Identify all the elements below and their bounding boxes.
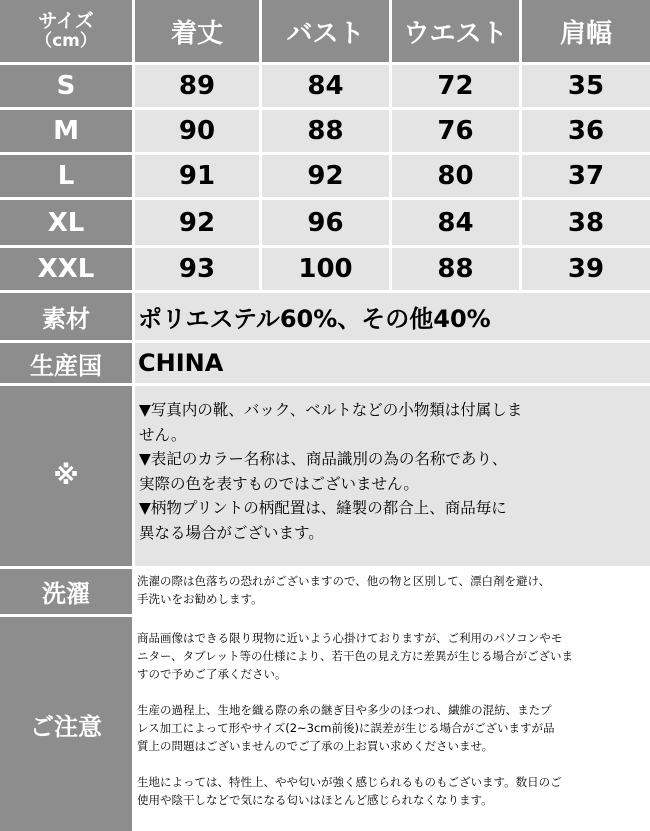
washing-line: 手洗いをお勧めします。: [137, 592, 263, 606]
waist-value: 76: [392, 110, 519, 152]
caution-line: レス加工によって形やサイズ(2~3cm前後)に誤差が生じる場合がございますが品: [137, 721, 555, 735]
caution-label: ご注意: [0, 617, 132, 831]
bust-value: 88: [262, 110, 389, 152]
size-row-label: S: [0, 65, 132, 107]
length-value: 91: [135, 155, 259, 197]
caution-text: [135, 617, 650, 831]
notice-line: 異なる場合がございます。: [139, 523, 324, 542]
size-label: サイズ: [38, 10, 94, 32]
length-value: 89: [135, 65, 259, 107]
caution-line: 質上の問題はございませんのでご了承の上お買い求めくださいませ。: [137, 739, 494, 753]
waist-value: 88: [392, 248, 519, 290]
origin-value: CHINA: [135, 343, 650, 383]
length-value: 93: [135, 248, 259, 290]
washing-line: 洗濯の際は色落ちの恐れがございますので、他の物と区別して、漂白剤を避け、: [137, 574, 551, 588]
size-header-cell: [0, 0, 132, 62]
shoulder-value: 38: [522, 200, 650, 245]
notice-line: ▼柄物プリントの柄配置は、縫製の都合上、商品毎に: [139, 499, 507, 517]
waist-value: 72: [392, 65, 519, 107]
caution-line: 生地によっては、特性上、やや匂いが強く感じられるものもございます。数日のご: [137, 775, 562, 789]
size-row-label: XL: [0, 200, 132, 245]
material-value: ポリエステル60%、その他40%: [135, 293, 650, 340]
caution-line: 使用や陰干しなどで気になる匂いはほとんど感じられなくなります。: [137, 793, 493, 807]
size-row-label: L: [0, 155, 132, 197]
shoulder-value: 36: [522, 110, 650, 152]
waist-value: 80: [392, 155, 519, 197]
shoulder-value: 37: [522, 155, 650, 197]
washing-label: 洗濯: [0, 569, 132, 614]
caution-line: [137, 755, 141, 773]
caution-line: すので予めご了承ください。: [137, 667, 287, 681]
material-label: 素材: [0, 293, 132, 340]
column-header-bust: バスト: [262, 0, 389, 62]
waist-value: 84: [392, 200, 519, 245]
notice-line: せん。: [139, 425, 187, 444]
notice-text: [135, 386, 650, 566]
size-unit: （cm）: [35, 31, 97, 51]
notice-label: ※: [0, 386, 132, 566]
caution-line: ニター、タブレット等の仕様により、若干色の見え方に差異が生じる場合がございま: [137, 649, 573, 663]
column-header-length: 着丈: [135, 0, 259, 62]
bust-value: 100: [262, 248, 389, 290]
bust-value: 96: [262, 200, 389, 245]
length-value: 90: [135, 110, 259, 152]
caution-line: [137, 683, 141, 701]
notice-line: ▼写真内の靴、バック、ベルトなどの小物類は付属しま: [139, 401, 523, 419]
notice-line: ▼表記のカラー名称は、商品識別の為の名称であり、: [139, 450, 508, 468]
notice-line: 実際の色を表すものではございません。: [139, 474, 419, 493]
length-value: 92: [135, 200, 259, 245]
bust-value: 92: [262, 155, 389, 197]
size-row-label: XXL: [0, 248, 132, 290]
origin-label: 生産国: [0, 343, 132, 383]
washing-text: [135, 569, 650, 614]
size-row-label: M: [0, 110, 132, 152]
shoulder-value: 35: [522, 65, 650, 107]
caution-line: 商品画像はできる限り現物に近いよう心掛けておりますが、ご利用のパソコンやモ: [137, 631, 563, 645]
caution-line: 生産の過程上、生地を織る際の糸の継ぎ目や多少のほつれ、繊維の混紡、またプ: [137, 703, 552, 717]
shoulder-value: 39: [522, 248, 650, 290]
column-header-shoulder: 肩幅: [522, 0, 650, 62]
column-header-waist: ウエスト: [392, 0, 519, 62]
bust-value: 84: [262, 65, 389, 107]
